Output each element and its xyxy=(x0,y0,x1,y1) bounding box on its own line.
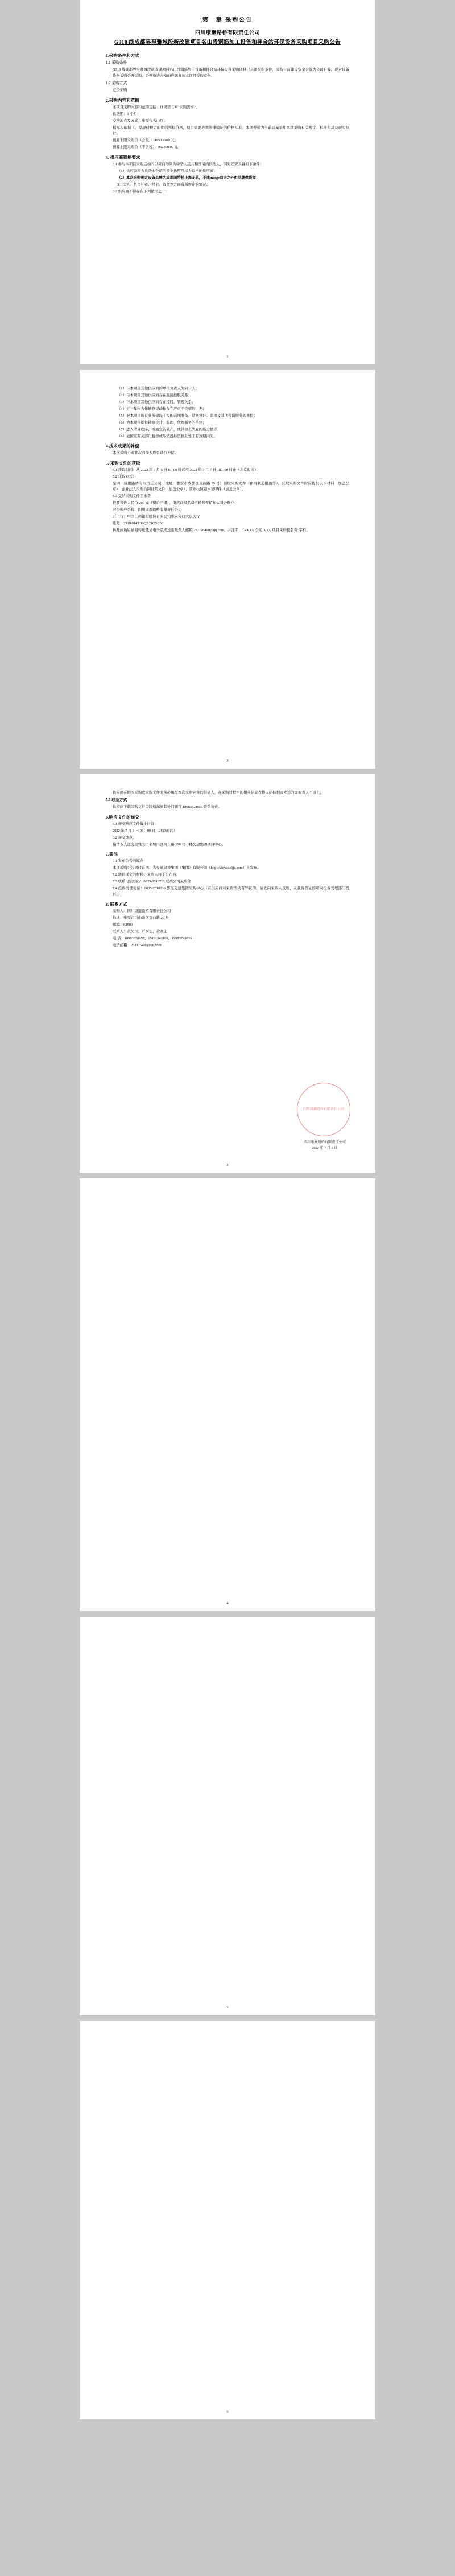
disqualification-item-8: （8）被国家有关部门暂停或取消投标资格且处于有效期内的。 xyxy=(117,434,217,438)
disqualification-item-1: （1）与本项目其他供应商的单位负责人为同一人； xyxy=(117,386,199,391)
scope-budget-incl-tax: 预算上限采购价（含税）：495000.00 元； xyxy=(113,138,179,142)
disqualification-item-7: （7）进入清算程序、或被宣告破产，或其他丧失履约能力情形； xyxy=(117,427,221,432)
scope-budget-excl-tax: 预算上限采购价（不含税）：962300.00 元； xyxy=(113,145,182,149)
section-1-2-heading: 1.2 采购方式 xyxy=(106,81,127,85)
company-seal xyxy=(297,1083,350,1136)
scope-line-3: 交货地点及方式：雅安市名山区； xyxy=(113,118,167,123)
qualification-intro: 3.1 参与本项目采购活动的供应商均须为中华人民共和国境内的法人，同时还应具备如下条件： xyxy=(113,162,264,166)
page-4 xyxy=(80,1178,375,1611)
signature-company: 四川康巖路桥有限责任公司 xyxy=(303,1140,346,1144)
scope-line-1: 本项目采购内容和范围包括：详见第二章"采购需求"。 xyxy=(113,105,200,109)
complaint-note: 7.4 投诉受理电话：0835-2310136 都交交建集团采购中心（若供应商对采购活动有异议的，请先向采购人反映，未获得答复的可向投诉受理部门投诉。） xyxy=(113,886,349,897)
purchaser-phone: 电 话：18983828657、15191343163、19983793033 xyxy=(113,936,192,940)
media-value: 本项采购公告同时在四川省交通建设集团（集团）有限公司（http://www.scljjs.com）上发布。 xyxy=(113,866,261,870)
page-6 xyxy=(80,2021,375,2419)
page-3 xyxy=(80,774,375,1173)
purchaser-postcode: 邮编：62500 xyxy=(113,923,133,927)
section-5-heading: 5. 采购文件的获取 xyxy=(106,460,140,466)
section-2-heading: 2.采购内容和范围 xyxy=(106,97,139,103)
blank-content xyxy=(106,1193,349,1512)
acquire-method-heading: 5.2 获取方式： xyxy=(113,474,136,479)
submission-deadline-label: 6.1 递交响应文件截止时间： xyxy=(113,821,158,826)
signature-date: 2022 年 7 月 5 日 xyxy=(312,1146,338,1150)
account-name: 对公账户名称：四川康巖路桥有限责任公司 xyxy=(113,508,182,512)
section-4-text: 本次采购不对此次的技术成果进行补偿。 xyxy=(113,451,179,455)
section-6-heading: 6.响应文件的递交 xyxy=(106,814,139,820)
scope-line-2: 供货期：1 个月； xyxy=(113,112,141,116)
media-label: 7.1 发布公告的媒介 xyxy=(113,859,144,863)
chapter-heading: 第一章 采购公告 xyxy=(202,17,253,23)
scope-line-4: 招标人依据《、提现付税后的期间判标价格，项目需要必须法律验证的价格标准；本项普通为当前质量采用本项采购有关规定、标准和其及现实执行。 xyxy=(113,125,349,135)
page-number: 1 xyxy=(226,355,229,359)
signature-block xyxy=(304,1140,346,1151)
section-7-heading: 7.其他 xyxy=(106,852,118,857)
disqualification-item-4: （4）近三年内为作转登记动作存在产重不良情形、无； xyxy=(117,406,206,411)
acquire-method-text: 至四川康巖路桥有限责任公司（地址：雅安市成都区贡曲路 29 号）领取采购文件（由可制造报盈等）。获取采购文件时应提供以下材料（加盖公章）：企业法人采购合同证明文件（加盖公章）；营业执照副本复印件（加盖公章）。 xyxy=(113,481,349,491)
contact-note: 供应商下载采购文件关陵遗漏到其处问题可 18983828657 联系负责。 xyxy=(113,805,222,809)
page-5 xyxy=(80,1617,375,2015)
fee-amount: 报要售价人民币 200 元（整后不退），供应商报名费可转账至招标人对公账户； xyxy=(113,501,238,505)
materials-note: 7.2 邀请递交的材料：采购人将于公布后。 xyxy=(113,873,180,877)
page-number: 3 xyxy=(226,1164,229,1167)
section-1-2-text: 竞价采购 xyxy=(113,88,127,92)
purchaser-email: 电子邮箱：252176460@qq.com xyxy=(113,943,162,947)
transfer-proof-note: 转账成功后请将转账凭证电子版发送至联系人邮箱 252176460@qq.com，并注明："XXXX 公司 XXX 项目采购报名费"字样。 xyxy=(113,528,310,532)
disqualification-item-3: （3）与本项目其他供应商存在控股、管理关系； xyxy=(117,400,196,404)
account-number: 账号：2319 0142 09Q2 21O5 256 xyxy=(113,521,164,525)
qualification-item-1: （1）供应商应为具备本公司的营业执照及法人资格的供应商； xyxy=(117,169,217,173)
purchaser-contact: 联系人：黄先生、严女士、黄女士 xyxy=(113,930,167,934)
phone-note: 7.3 联系电话号码：0835-2616719 联系公司采购部 xyxy=(113,880,191,884)
page-number: 2 xyxy=(226,759,229,763)
page-number: 6 xyxy=(226,2410,229,2414)
seal-text: 四川康巖路桥有限责任公司 xyxy=(303,1107,344,1111)
registration-note: 供应商在购买采购或采购文件时务必填写本次采购完备的信息人，在采购过程中的相关信息表将以招标相式发送的虚拟者人不通上； xyxy=(113,790,324,795)
qualification-item-2: （2）本次采购规定设备品牌为成都国特机上海无花，不适merge商进之外供品牌供货商； xyxy=(117,175,260,180)
blank-content xyxy=(106,2036,349,2355)
company-name: 四川康巖路桥有限责任公司 xyxy=(195,30,260,35)
section-1-1-heading: 1.1 采购条件 xyxy=(106,61,127,65)
page-2 xyxy=(80,370,375,769)
section-1-1-text: G318 线成都界至雅城段新改建项目名山段钢筋加工设备和拌合站环保设备采购项目已具备采购条件，采购目前建设资金来源为公司自筹，现对设备货物采购公开采购，公开邀请合格的应邀参加本项目采购竞争。 xyxy=(113,68,349,78)
disqualification-item-5: （5）被本项目所有业务建设工程的前期准备、勘察设计、监理及其他咨询服务的单位； xyxy=(117,413,258,418)
acquire-time: 5.1 获取时间：从 2022 年 7 月 5 日 8：00 时起至 2022 年 7 月 7 日 18：00 时止（北京时间）； xyxy=(113,467,260,472)
qualification-item-3: 3.1 法人、负责社者、经业、资金等方面有所规定的情况。 xyxy=(117,182,210,187)
section-3-heading: 3. 供应商资格要求 xyxy=(106,154,140,160)
disqualification-item-2: （2）与本项目其他供应商存在直接控股关系； xyxy=(117,393,192,397)
fee-heading: 5.3 交纳采购文件工本费 xyxy=(113,494,151,498)
submission-place-label: 6.2 递交地点： xyxy=(113,835,136,840)
disqualification-item-6: （6）为本项目提供勘察设计、监理、代理服务的单位； xyxy=(117,420,206,425)
page-number: 5 xyxy=(226,2006,229,2010)
section-5-5-heading: 5.5 联系方式 xyxy=(106,798,127,802)
purchaser-address: 地址：雅安市贡曲路区贡曲路 29 号 xyxy=(113,916,169,920)
blank-content xyxy=(106,1632,349,1950)
submission-deadline-value: 2022 年 7 月 8 日 09：00 时（北京时间） xyxy=(113,828,177,833)
page-number: 4 xyxy=(226,1602,229,1605)
account-bank: 开户行：中国工商银行股份有限公司雅安分行大街支行 xyxy=(113,515,200,519)
disqualification-intro: 3.2 供应商不得存在下列情形之一： xyxy=(113,189,169,194)
section-1-heading: 1.采购条件和方式 xyxy=(106,53,139,58)
document-title: G318 线成都界至雅城段新改建项目名山段钢筋加工设备和拌合站环保设备采购项目采购公告 xyxy=(114,40,341,46)
purchaser-name: 采购人：四川康巖路桥有限责任公司 xyxy=(113,909,171,913)
section-8-heading: 8. 联系方式 xyxy=(106,902,127,907)
page-1 xyxy=(80,0,375,364)
submission-place-value: 指清专人送交至雅安市名城川区河东路 108 号一楼交建集团项目中心。 xyxy=(113,842,226,847)
section-4-heading: 4.技术成果的补偿 xyxy=(106,443,139,449)
